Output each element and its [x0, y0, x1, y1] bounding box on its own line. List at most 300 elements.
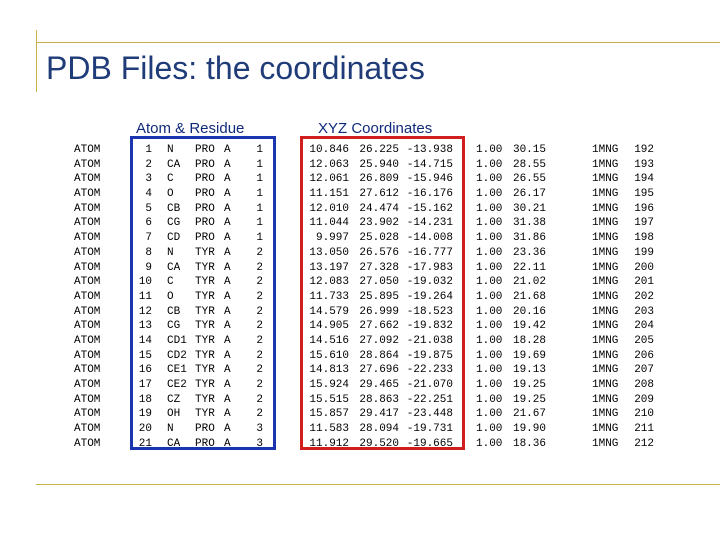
pdb-atom-row	[0, 202, 720, 217]
occupancy: 1.00	[476, 188, 503, 201]
pdb-atom-row	[0, 437, 720, 452]
residue-seq: 1	[256, 173, 263, 186]
residue-name: PRO	[195, 144, 215, 156]
residue-seq: 3	[256, 437, 263, 450]
residue-seq: 2	[256, 246, 263, 259]
atom-serial: 7	[145, 232, 152, 245]
b-factor: 26.55	[512, 173, 546, 186]
line-number: 211	[634, 423, 654, 436]
chain-id: A	[224, 188, 231, 201]
line-number: 195	[634, 188, 654, 201]
chain-id: A	[224, 261, 231, 274]
y-coordinate: 28.094	[359, 423, 399, 436]
record-name: ATOM	[74, 320, 101, 333]
x-coordinate: 10.846	[309, 144, 349, 156]
z-coordinate: -16.176	[406, 188, 453, 201]
chain-id: A	[224, 217, 231, 230]
chain-id: A	[224, 202, 231, 215]
pdb-atom-row	[0, 334, 720, 349]
z-coordinate: -13.938	[406, 144, 453, 156]
atom-name: CD2	[167, 349, 187, 362]
occupancy: 1.00	[476, 320, 503, 333]
occupancy: 1.00	[476, 202, 503, 215]
residue-name: PRO	[195, 217, 215, 230]
atom-serial: 5	[145, 202, 152, 215]
pdb-atom-row	[0, 246, 720, 261]
occupancy: 1.00	[476, 217, 503, 230]
record-name: ATOM	[74, 408, 101, 421]
chain-id: A	[224, 364, 231, 377]
line-number: 209	[634, 393, 654, 406]
chain-id: A	[224, 437, 231, 450]
residue-name: TYR	[195, 261, 215, 274]
residue-name: TYR	[195, 364, 215, 377]
pdb-id: 1MNG	[592, 232, 619, 245]
b-factor: 19.25	[512, 379, 546, 391]
chain-id: A	[224, 408, 231, 421]
x-coordinate: 14.516	[309, 334, 349, 347]
bottom-divider-line	[36, 484, 720, 485]
atom-serial: 3	[145, 173, 152, 186]
line-number: 208	[634, 379, 654, 391]
atom-name: CD1	[167, 334, 187, 347]
b-factor: 19.90	[512, 423, 546, 436]
record-name: ATOM	[74, 217, 101, 230]
y-coordinate: 27.662	[359, 320, 399, 333]
pdb-id: 1MNG	[592, 173, 619, 186]
occupancy: 1.00	[476, 144, 503, 156]
b-factor: 23.36	[512, 246, 546, 259]
z-coordinate: -19.264	[406, 290, 453, 303]
atom-name: CZ	[167, 393, 181, 406]
residue-seq: 1	[256, 144, 263, 156]
x-coordinate: 9.997	[315, 232, 349, 245]
record-name: ATOM	[74, 202, 101, 215]
record-name: ATOM	[74, 158, 101, 171]
b-factor: 18.36	[512, 437, 546, 450]
b-factor: 21.02	[512, 276, 546, 289]
b-factor: 31.86	[512, 232, 546, 245]
pdb-id: 1MNG	[592, 144, 619, 156]
y-coordinate: 28.864	[359, 349, 399, 362]
pdb-id: 1MNG	[592, 290, 619, 303]
pdb-id: 1MNG	[592, 320, 619, 333]
line-number: 210	[634, 408, 654, 421]
y-coordinate: 26.999	[359, 305, 399, 318]
pdb-atom-row	[0, 422, 720, 437]
b-factor: 21.67	[512, 408, 546, 421]
x-coordinate: 13.197	[309, 261, 349, 274]
y-coordinate: 27.328	[359, 261, 399, 274]
x-coordinate: 12.061	[309, 173, 349, 186]
atom-serial: 13	[138, 320, 152, 333]
atom-name: CA	[167, 261, 181, 274]
residue-name: TYR	[195, 290, 215, 303]
pdb-atom-row	[0, 290, 720, 305]
z-coordinate: -23.448	[406, 408, 453, 421]
chain-id: A	[224, 290, 231, 303]
occupancy: 1.00	[476, 408, 503, 421]
y-coordinate: 23.902	[359, 217, 399, 230]
pdb-atom-row	[0, 261, 720, 276]
x-coordinate: 12.083	[309, 276, 349, 289]
occupancy: 1.00	[476, 364, 503, 377]
pdb-atom-row	[0, 216, 720, 231]
atom-serial: 9	[145, 261, 152, 274]
x-coordinate: 15.857	[309, 408, 349, 421]
line-number: 206	[634, 349, 654, 362]
atom-serial: 2	[145, 158, 152, 171]
y-coordinate: 26.225	[359, 144, 399, 156]
occupancy: 1.00	[476, 246, 503, 259]
pdb-id: 1MNG	[592, 334, 619, 347]
chain-id: A	[224, 334, 231, 347]
pdb-id: 1MNG	[592, 276, 619, 289]
atom-name: C	[167, 276, 174, 289]
atom-name: CG	[167, 217, 181, 230]
x-coordinate: 11.583	[309, 423, 349, 436]
y-coordinate: 26.809	[359, 173, 399, 186]
occupancy: 1.00	[476, 173, 503, 186]
b-factor: 22.11	[512, 261, 546, 274]
x-coordinate: 14.905	[309, 320, 349, 333]
line-number: 204	[634, 320, 654, 333]
y-coordinate: 27.696	[359, 364, 399, 377]
b-factor: 26.17	[512, 188, 546, 201]
residue-name: TYR	[195, 349, 215, 362]
y-coordinate: 28.863	[359, 393, 399, 406]
atom-serial: 6	[145, 217, 152, 230]
chain-id: A	[224, 276, 231, 289]
pdb-id: 1MNG	[592, 305, 619, 318]
line-number: 194	[634, 173, 654, 186]
pdb-id: 1MNG	[592, 437, 619, 450]
residue-seq: 2	[256, 261, 263, 274]
pdb-atom-row	[0, 275, 720, 290]
chain-id: A	[224, 320, 231, 333]
pdb-atom-row	[0, 349, 720, 364]
pdb-id: 1MNG	[592, 217, 619, 230]
line-number: 205	[634, 334, 654, 347]
z-coordinate: -22.233	[406, 364, 453, 377]
atom-serial: 14	[138, 334, 152, 347]
z-coordinate: -17.983	[406, 261, 453, 274]
y-coordinate: 27.612	[359, 188, 399, 201]
pdb-atom-row	[0, 378, 720, 393]
y-coordinate: 29.465	[359, 379, 399, 391]
z-coordinate: -19.665	[406, 437, 453, 450]
atom-name: CD	[167, 232, 181, 245]
pdb-atom-row	[0, 158, 720, 173]
residue-name: TYR	[195, 320, 215, 333]
pdb-atom-row	[0, 172, 720, 187]
x-coordinate: 15.924	[309, 379, 349, 391]
residue-name: PRO	[195, 188, 215, 201]
chain-id: A	[224, 173, 231, 186]
record-name: ATOM	[74, 393, 101, 406]
y-coordinate: 25.028	[359, 232, 399, 245]
line-number: 198	[634, 232, 654, 245]
x-coordinate: 12.063	[309, 158, 349, 171]
pdb-atom-row	[0, 187, 720, 202]
record-name: ATOM	[74, 188, 101, 201]
residue-seq: 2	[256, 349, 263, 362]
record-name: ATOM	[74, 305, 101, 318]
residue-seq: 2	[256, 334, 263, 347]
chain-id: A	[224, 158, 231, 171]
z-coordinate: -15.162	[406, 202, 453, 215]
record-name: ATOM	[74, 334, 101, 347]
atom-serial: 11	[138, 290, 152, 303]
record-name: ATOM	[74, 144, 101, 156]
b-factor: 19.25	[512, 393, 546, 406]
pdb-id: 1MNG	[592, 364, 619, 377]
residue-name: PRO	[195, 423, 215, 436]
x-coordinate: 11.912	[309, 437, 349, 450]
line-number: 203	[634, 305, 654, 318]
residue-seq: 1	[256, 188, 263, 201]
atom-serial: 10	[138, 276, 152, 289]
residue-name: TYR	[195, 276, 215, 289]
b-factor: 28.55	[512, 158, 546, 171]
y-coordinate: 25.940	[359, 158, 399, 171]
occupancy: 1.00	[476, 276, 503, 289]
x-coordinate: 11.151	[309, 188, 349, 201]
line-number: 199	[634, 246, 654, 259]
pdb-record-list	[0, 143, 720, 451]
atom-name: O	[167, 290, 174, 303]
occupancy: 1.00	[476, 305, 503, 318]
residue-name: PRO	[195, 437, 215, 450]
residue-seq: 2	[256, 408, 263, 421]
y-coordinate: 27.050	[359, 276, 399, 289]
pdb-atom-row	[0, 407, 720, 422]
residue-name: PRO	[195, 158, 215, 171]
b-factor: 20.16	[512, 305, 546, 318]
atom-serial: 17	[138, 379, 152, 391]
atom-name: N	[167, 423, 174, 436]
residue-seq: 2	[256, 393, 263, 406]
z-coordinate: -14.231	[406, 217, 453, 230]
atom-name: CB	[167, 305, 181, 318]
atom-name: CA	[167, 437, 181, 450]
b-factor: 19.13	[512, 364, 546, 377]
x-coordinate: 14.813	[309, 364, 349, 377]
pdb-atom-row	[0, 305, 720, 320]
residue-seq: 1	[256, 202, 263, 215]
z-coordinate: -19.032	[406, 276, 453, 289]
atom-name: CA	[167, 158, 181, 171]
atom-serial: 20	[138, 423, 152, 436]
x-coordinate: 13.050	[309, 246, 349, 259]
z-coordinate: -22.251	[406, 393, 453, 406]
z-coordinate: -16.777	[406, 246, 453, 259]
pdb-id: 1MNG	[592, 202, 619, 215]
chain-id: A	[224, 423, 231, 436]
pdb-atom-row	[0, 231, 720, 246]
pdb-id: 1MNG	[592, 423, 619, 436]
line-number: 201	[634, 276, 654, 289]
atom-serial: 8	[145, 246, 152, 259]
z-coordinate: -21.070	[406, 379, 453, 391]
pdb-atom-row	[0, 143, 720, 158]
residue-seq: 2	[256, 290, 263, 303]
record-name: ATOM	[74, 364, 101, 377]
top-divider-line	[36, 42, 720, 43]
occupancy: 1.00	[476, 261, 503, 274]
occupancy: 1.00	[476, 379, 503, 391]
xyz-coordinates-header: XYZ Coordinates	[318, 120, 433, 137]
pdb-id: 1MNG	[592, 188, 619, 201]
y-coordinate: 29.520	[359, 437, 399, 450]
slide-title: PDB Files: the coordinates	[46, 50, 425, 86]
pdb-atom-row	[0, 393, 720, 408]
residue-name: PRO	[195, 202, 215, 215]
line-number: 196	[634, 202, 654, 215]
residue-seq: 2	[256, 379, 263, 391]
atom-name: N	[167, 246, 174, 259]
occupancy: 1.00	[476, 393, 503, 406]
x-coordinate: 11.044	[309, 217, 349, 230]
residue-name: TYR	[195, 393, 215, 406]
record-name: ATOM	[74, 437, 101, 450]
atom-name: C	[167, 173, 174, 186]
atom-name: CG	[167, 320, 181, 333]
residue-name: PRO	[195, 173, 215, 186]
atom-name: OH	[167, 408, 181, 421]
pdb-atom-row	[0, 363, 720, 378]
atom-residue-header: Atom & Residue	[136, 120, 245, 137]
pdb-id: 1MNG	[592, 379, 619, 391]
atom-serial: 21	[138, 437, 152, 450]
residue-seq: 2	[256, 320, 263, 333]
occupancy: 1.00	[476, 158, 503, 171]
y-coordinate: 27.092	[359, 334, 399, 347]
residue-name: TYR	[195, 408, 215, 421]
residue-name: TYR	[195, 334, 215, 347]
atom-name: CB	[167, 202, 181, 215]
pdb-id: 1MNG	[592, 349, 619, 362]
pdb-id: 1MNG	[592, 261, 619, 274]
atom-serial: 15	[138, 349, 152, 362]
residue-name: PRO	[195, 232, 215, 245]
residue-name: TYR	[195, 305, 215, 318]
record-name: ATOM	[74, 379, 101, 391]
occupancy: 1.00	[476, 290, 503, 303]
residue-name: TYR	[195, 379, 215, 391]
atom-name: CE2	[167, 379, 187, 391]
residue-seq: 2	[256, 305, 263, 318]
z-coordinate: -14.008	[406, 232, 453, 245]
atom-name: N	[167, 144, 174, 156]
z-coordinate: -15.946	[406, 173, 453, 186]
z-coordinate: -21.038	[406, 334, 453, 347]
pdb-id: 1MNG	[592, 393, 619, 406]
chain-id: A	[224, 246, 231, 259]
line-number: 202	[634, 290, 654, 303]
z-coordinate: -14.715	[406, 158, 453, 171]
record-name: ATOM	[74, 261, 101, 274]
chain-id: A	[224, 393, 231, 406]
record-name: ATOM	[74, 349, 101, 362]
line-number: 192	[634, 144, 654, 156]
y-coordinate: 26.576	[359, 246, 399, 259]
atom-name: O	[167, 188, 174, 201]
b-factor: 18.28	[512, 334, 546, 347]
x-coordinate: 12.010	[309, 202, 349, 215]
occupancy: 1.00	[476, 423, 503, 436]
x-coordinate: 14.579	[309, 305, 349, 318]
line-number: 200	[634, 261, 654, 274]
b-factor: 21.68	[512, 290, 546, 303]
atom-serial: 1	[145, 144, 152, 156]
z-coordinate: -18.523	[406, 305, 453, 318]
chain-id: A	[224, 144, 231, 156]
b-factor: 30.15	[512, 144, 546, 156]
x-coordinate: 15.610	[309, 349, 349, 362]
occupancy: 1.00	[476, 334, 503, 347]
residue-seq: 2	[256, 276, 263, 289]
record-name: ATOM	[74, 246, 101, 259]
record-name: ATOM	[74, 276, 101, 289]
pdb-id: 1MNG	[592, 408, 619, 421]
chain-id: A	[224, 305, 231, 318]
residue-seq: 1	[256, 232, 263, 245]
residue-seq: 1	[256, 158, 263, 171]
residue-name: TYR	[195, 246, 215, 259]
residue-seq: 3	[256, 423, 263, 436]
occupancy: 1.00	[476, 232, 503, 245]
pdb-atom-row	[0, 319, 720, 334]
left-accent-line	[36, 30, 37, 92]
pdb-id: 1MNG	[592, 246, 619, 259]
pdb-id: 1MNG	[592, 158, 619, 171]
z-coordinate: -19.875	[406, 349, 453, 362]
x-coordinate: 11.733	[309, 290, 349, 303]
record-name: ATOM	[74, 290, 101, 303]
b-factor: 30.21	[512, 202, 546, 215]
chain-id: A	[224, 379, 231, 391]
atom-serial: 16	[138, 364, 152, 377]
atom-serial: 4	[145, 188, 152, 201]
b-factor: 19.42	[512, 320, 546, 333]
record-name: ATOM	[74, 173, 101, 186]
line-number: 193	[634, 158, 654, 171]
atom-serial: 18	[138, 393, 152, 406]
occupancy: 1.00	[476, 349, 503, 362]
b-factor: 19.69	[512, 349, 546, 362]
line-number: 212	[634, 437, 654, 450]
b-factor: 31.38	[512, 217, 546, 230]
atom-serial: 12	[138, 305, 152, 318]
atom-name: CE1	[167, 364, 187, 377]
line-number: 197	[634, 217, 654, 230]
chain-id: A	[224, 349, 231, 362]
x-coordinate: 15.515	[309, 393, 349, 406]
residue-seq: 2	[256, 364, 263, 377]
y-coordinate: 25.895	[359, 290, 399, 303]
y-coordinate: 24.474	[359, 202, 399, 215]
line-number: 207	[634, 364, 654, 377]
occupancy: 1.00	[476, 437, 503, 450]
atom-serial: 19	[138, 408, 152, 421]
y-coordinate: 29.417	[359, 408, 399, 421]
chain-id: A	[224, 232, 231, 245]
record-name: ATOM	[74, 423, 101, 436]
z-coordinate: -19.832	[406, 320, 453, 333]
z-coordinate: -19.731	[406, 423, 453, 436]
record-name: ATOM	[74, 232, 101, 245]
